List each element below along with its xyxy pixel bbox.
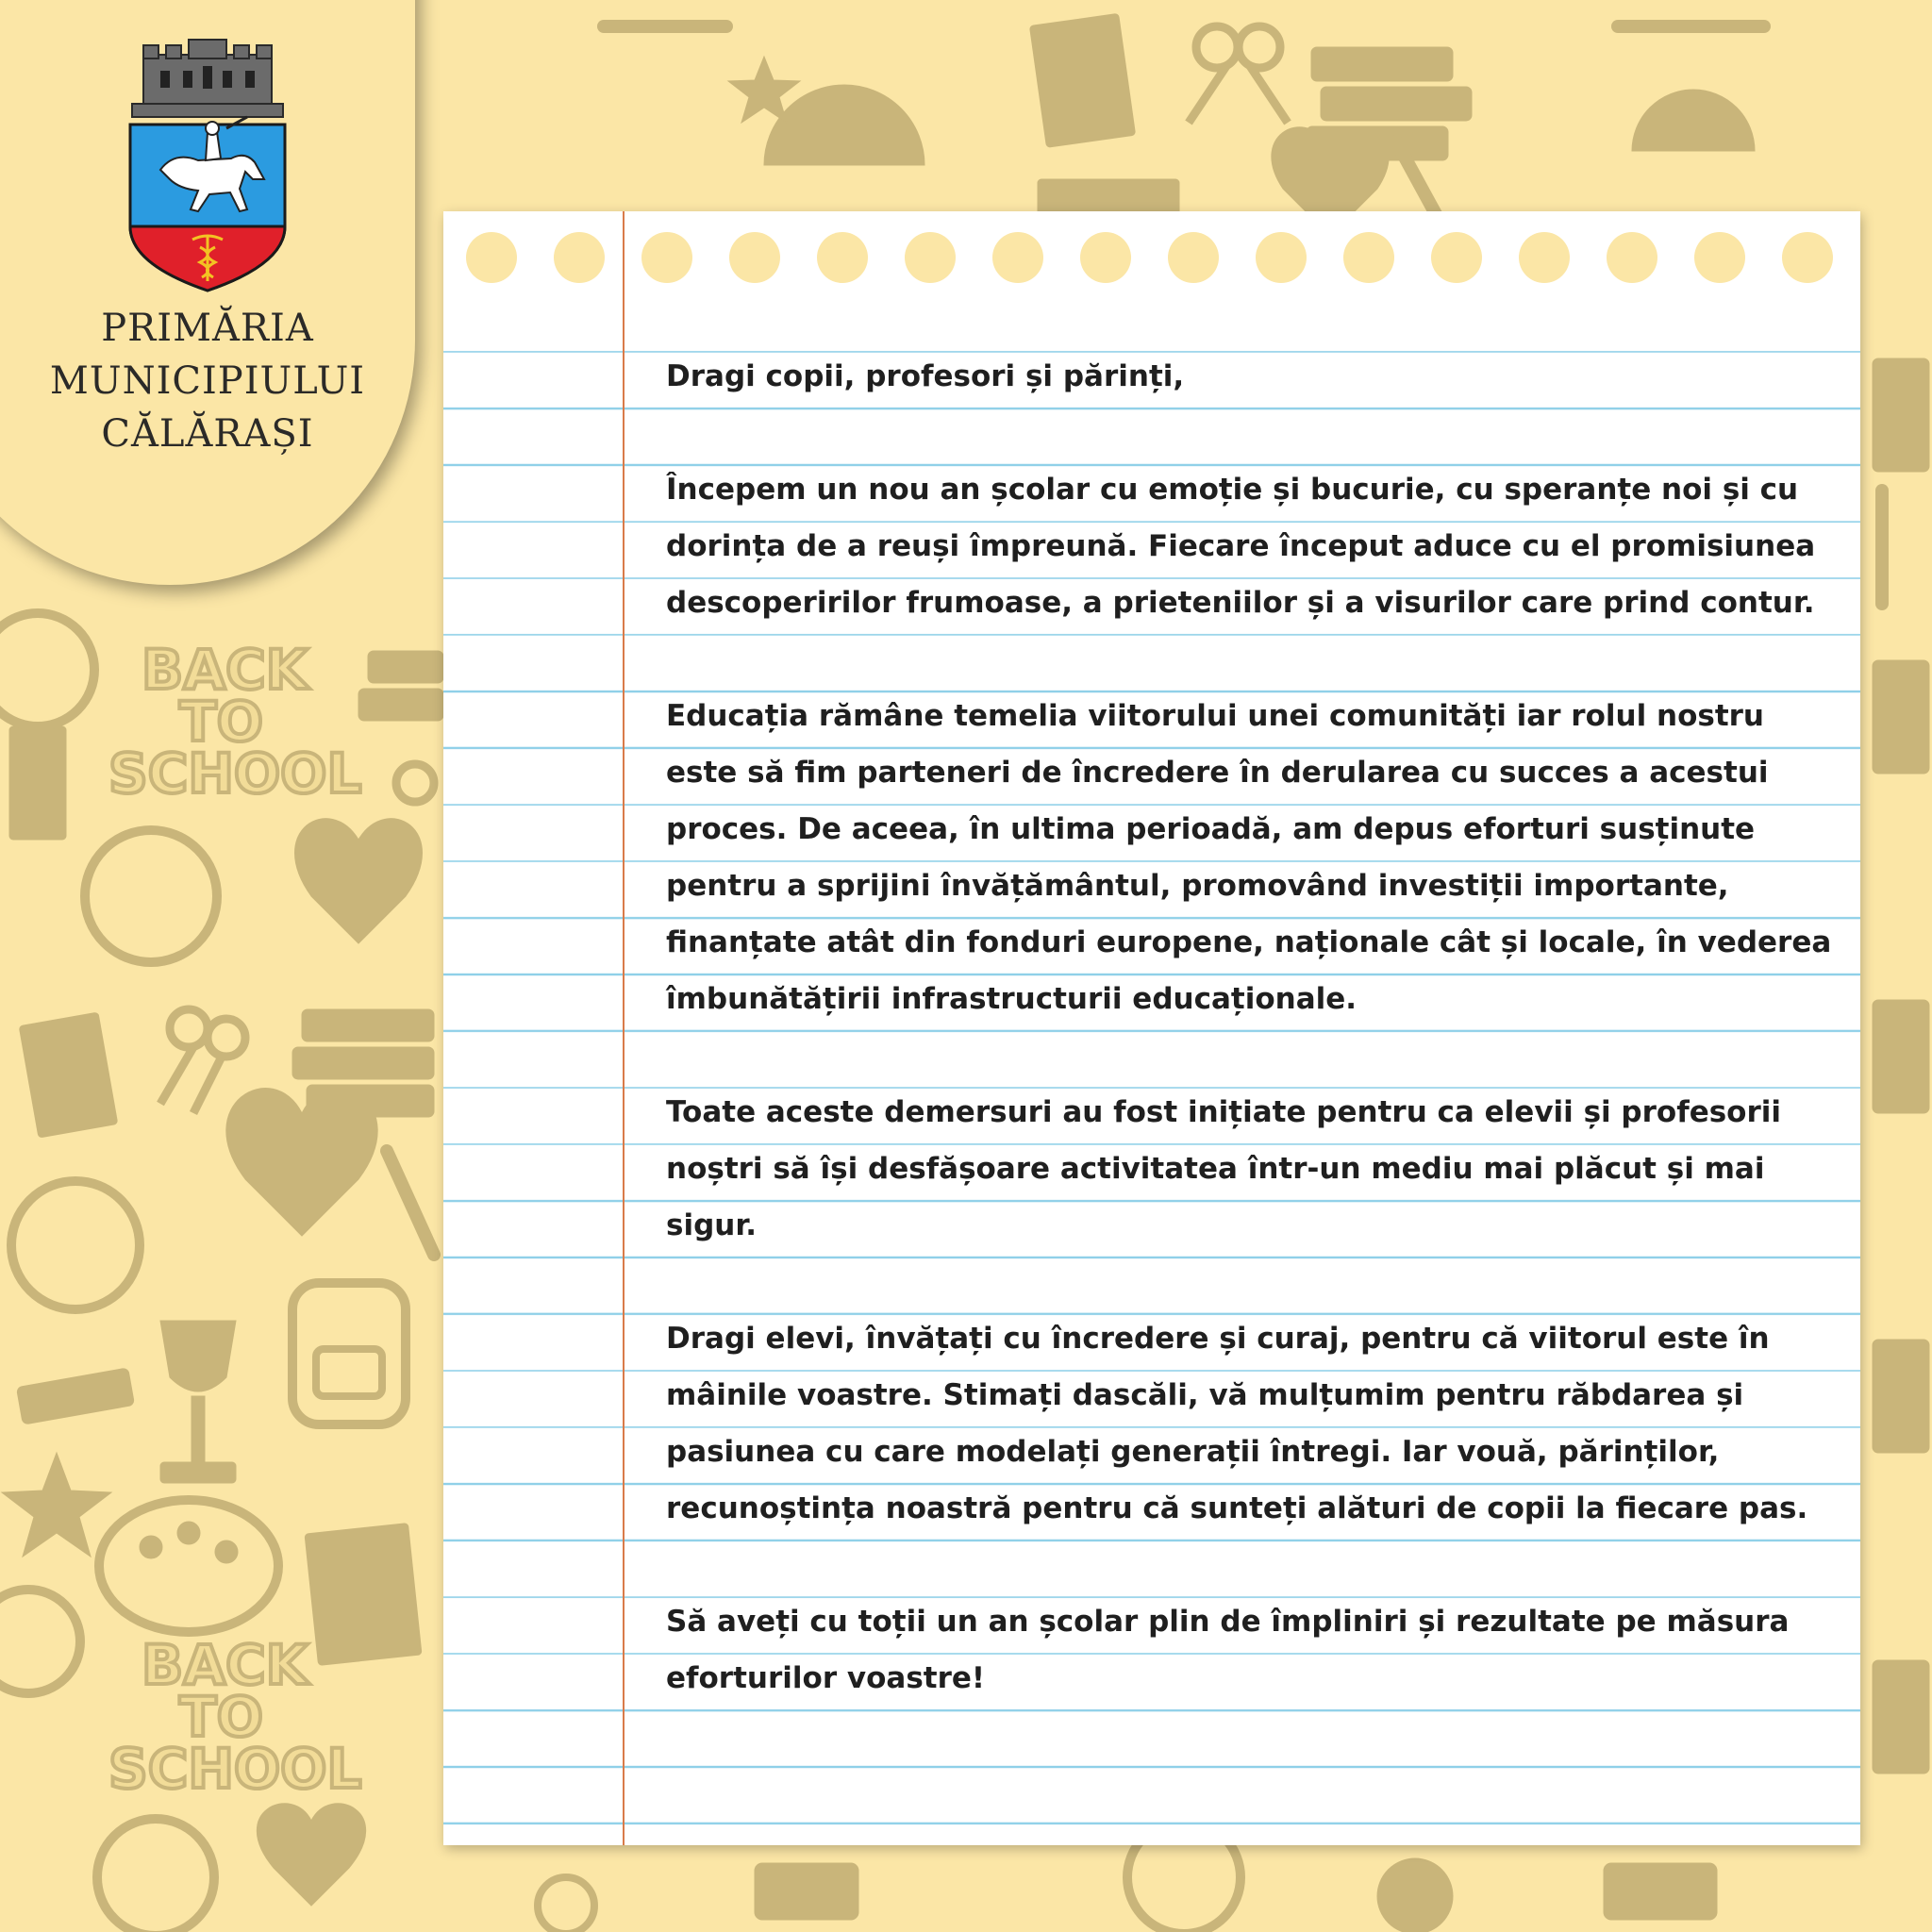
city-coat-of-arms-icon (123, 38, 292, 292)
margin-line (623, 211, 625, 1845)
binder-hole (1694, 232, 1745, 283)
binder-hole (1782, 232, 1833, 283)
letter-closing: Să aveți cu toții un an școlar plin de împliniri și rezultate pe măsura eforturilor voastre! (666, 1605, 1790, 1695)
binder-hole (641, 232, 692, 283)
binder-hole (1431, 232, 1482, 283)
notebook-page (443, 211, 1860, 1845)
paper-top-strip (443, 211, 1860, 296)
backpack-icon (292, 1283, 406, 1424)
doodle-text-school-2: SCHOOL (108, 1737, 362, 1801)
binder-hole (992, 232, 1043, 283)
binder-hole (817, 232, 868, 283)
binder-hole (905, 232, 956, 283)
protractor-icon (764, 85, 1755, 165)
letter-body (666, 348, 1836, 1763)
letter-paragraph: Începem un nou an școlar cu emoție și bucurie, cu speranțe noi și cu dorința de a reuși împreună. Fiecare început aduce cu el promisiunea descoperirilor frumoase, a prieteniilor și a visurilor care prind contur. (666, 473, 1816, 620)
letter-greeting: Dragi copii, profesori și părinți, (666, 359, 1185, 393)
doodle-text-back-2: BACK (142, 1633, 308, 1697)
binder-hole (1607, 232, 1657, 283)
city-hall-title (19, 302, 396, 460)
letter-paragraph: Dragi elevi, învățați cu încredere și curaj, pentru că viitorul este în mâinile voastre. Stimați dascăli, vă mulțumim pentru răbdarea și pasiunea cu care modelați generații întregi. Iar vouă, părinților, recunoștința noastră pentru că sunteți alături de copii la fiecare pas. (666, 1322, 1808, 1525)
title-line-3: CĂLĂRAȘI (101, 412, 314, 456)
title-line-1: PRIMĂRIA (101, 307, 314, 350)
doodle-text-school: SCHOOL (108, 741, 362, 806)
binder-hole (466, 232, 517, 283)
binder-hole (1256, 232, 1307, 283)
doodle-text-to: TO (179, 690, 263, 754)
binder-hole (729, 232, 780, 283)
doodle-text-to-2: TO (179, 1685, 263, 1749)
palette-icon (99, 1500, 278, 1632)
binder-hole (1519, 232, 1570, 283)
doodle-text-back: BACK (142, 638, 308, 702)
binder-hole (1080, 232, 1131, 283)
binder-hole (554, 232, 605, 283)
letter-paragraph: Toate aceste demersuri au fost inițiate pentru ca elevii și profesorii noștri să își desfășoare activitatea într-un mediu mai plăcut și mai sigur. (666, 1095, 1782, 1242)
binder-hole (1343, 232, 1394, 283)
trophy-icon (160, 1321, 236, 1483)
letter-paragraph: Educația rămâne temelia viitorului unei comunități iar rolul nostru este să fim parteneri de încredere în derularea cu succes a acestui proces. De aceea, în ultima perioadă, am depus eforturi susținute pentru a sprijini învățământul, promovând investiții importante, finanțate atât din fonduri europene, naționale cât și locale, în vederea îmbunătățirii infrastructurii educaționale. (666, 699, 1832, 1016)
binder-hole (1168, 232, 1219, 283)
title-line-2: MUNICIPIULUI (49, 359, 366, 403)
eraser-icon (16, 1368, 134, 1424)
